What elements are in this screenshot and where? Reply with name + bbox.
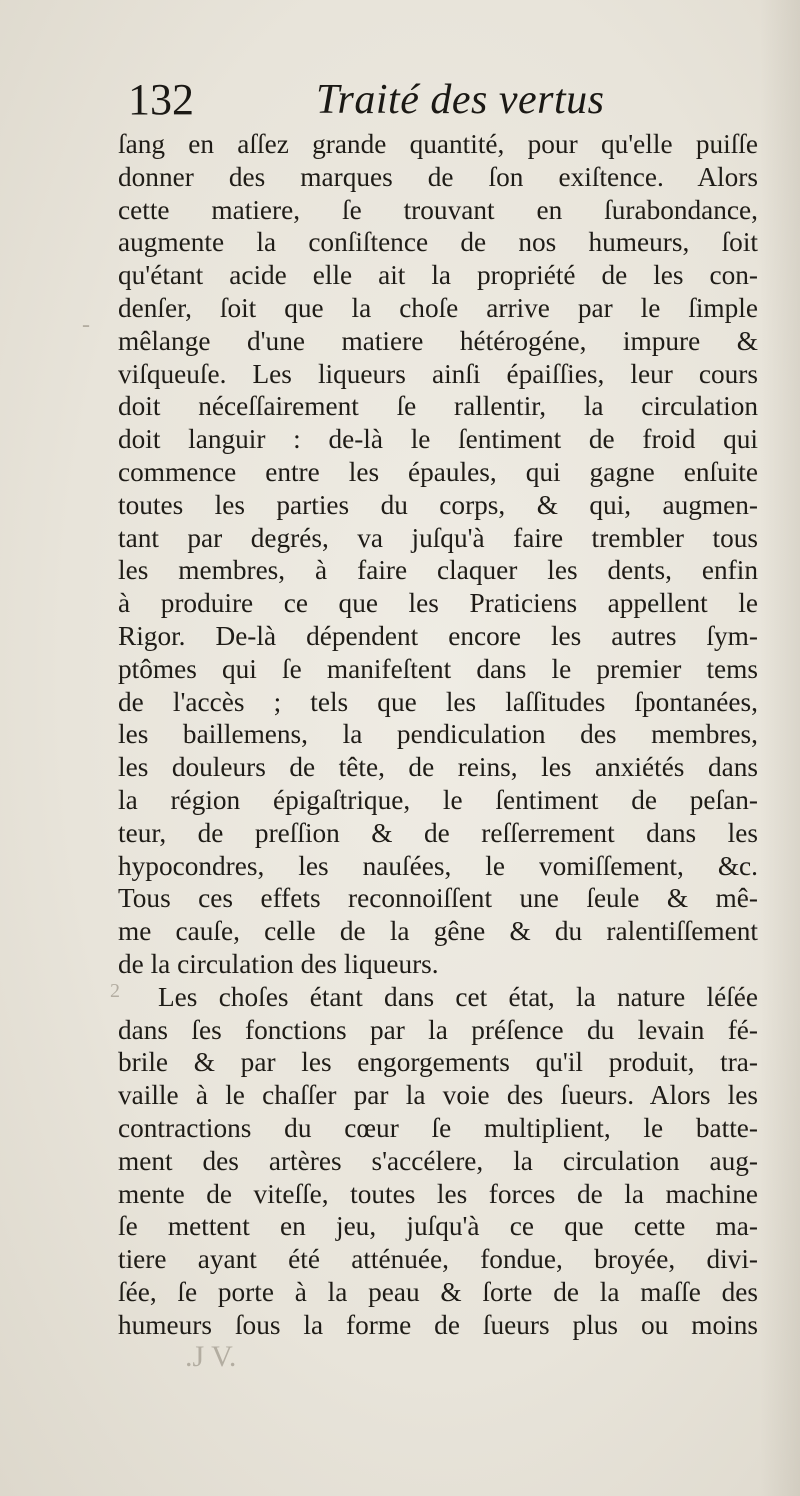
body-text: [118, 128, 758, 1341]
text-line: ſe mettent en jeu, juſqu'à ce que cette ma-: [118, 1211, 758, 1242]
text-line: Les choſes étant dans cet état, la nature léſée: [158, 981, 758, 1012]
text-line: de la circulation des liqueurs.: [118, 948, 439, 979]
text-line: contractions du cœur ſe multiplient, le batte-: [118, 1112, 758, 1143]
bleed-through-mark: .J V.: [185, 1340, 237, 1373]
text-line: tant par degrés, va juſqu'à faire trembler tous: [118, 522, 758, 553]
text-line: humeurs ſous la forme de ſueurs plus ou moins: [118, 1309, 758, 1340]
margin-mark: 2: [110, 980, 120, 1002]
text-line: commence entre les épaules, qui gagne enſuite: [118, 456, 758, 487]
margin-mark: -: [82, 312, 90, 338]
text-line: la région épigaſtrique, le ſentiment de peſan-: [118, 784, 758, 815]
text-line: mêlange d'une matiere hétérogéne, impure &: [118, 325, 758, 356]
text-line: hypocondres, les nauſées, le vomiſſement, &c.: [118, 850, 758, 881]
text-line: brile & par les engorgements qu'il produit, tra-: [118, 1047, 758, 1078]
text-line: me cauſe, celle de la gêne & du ralentiſſement: [118, 916, 758, 947]
text-line: les baillemens, la pendiculation des membres,: [118, 719, 758, 750]
running-title: Traité des vertus: [316, 77, 605, 123]
text-line: doit languir : de-là le ſentiment de froid qui: [118, 424, 758, 455]
text-line: Rigor. De-là dépendent encore les autres ſym-: [118, 620, 758, 651]
text-line: dans ſes fonctions par la préſence du levain fé-: [118, 1014, 758, 1045]
text-line: Tous ces effets reconnoiſſent une ſeule & mê-: [118, 883, 758, 914]
text-line: les membres, à faire claquer les dents, enfin: [118, 555, 758, 586]
text-line: doit néceſſairement ſe rallentir, la circulation: [118, 391, 758, 422]
text-line: vaille à le chaſſer par la voie des ſueurs. Alors les: [118, 1080, 758, 1111]
text-line: de l'accès ; tels que les laſſitudes ſpontanées,: [118, 686, 758, 717]
text-line: ſang en aſſez grande quantité, pour qu'elle puiſſe: [118, 129, 758, 159]
text-line: ptômes qui ſe manifeſtent dans le premier tems: [118, 653, 758, 684]
text-line: ment des artères s'accélere, la circulation aug-: [118, 1145, 758, 1176]
text-line: donner des marques de ſon exiſtence. Alors: [118, 161, 758, 192]
text-line: denſer, ſoit que la choſe arrive par le ſimple: [118, 292, 758, 323]
text-line: à produire ce que les Praticiens appellent le: [118, 588, 758, 619]
text-line: augmente la conſiſtence de nos humeurs, ſoit: [118, 227, 758, 258]
text-line: viſqueuſe. Les liqueurs ainſi épaiſſies, leur cours: [118, 358, 758, 389]
text-line: qu'étant acide elle ait la propriété de les con-: [118, 260, 758, 291]
text-line: toutes les parties du corps, & qui, augmen-: [118, 489, 758, 520]
page-number: 132: [128, 75, 194, 124]
text-line: mente de viteſſe, toutes les forces de la machine: [118, 1178, 758, 1209]
page-header: [128, 70, 768, 130]
page-edge-shadow: [760, 0, 800, 1496]
text-line: tiere ayant été atténuée, fondue, broyée, divi-: [118, 1244, 758, 1275]
text-line: cette matiere, ſe trouvant en ſurabondance,: [118, 194, 758, 225]
text-line: les douleurs de tête, de reins, les anxiétés dans: [118, 752, 758, 783]
text-line: ſée, ſe porte à la peau & ſorte de la maſſe des: [118, 1276, 758, 1307]
text-line: teur, de preſſion & de reſſerrement dans les: [118, 817, 758, 848]
